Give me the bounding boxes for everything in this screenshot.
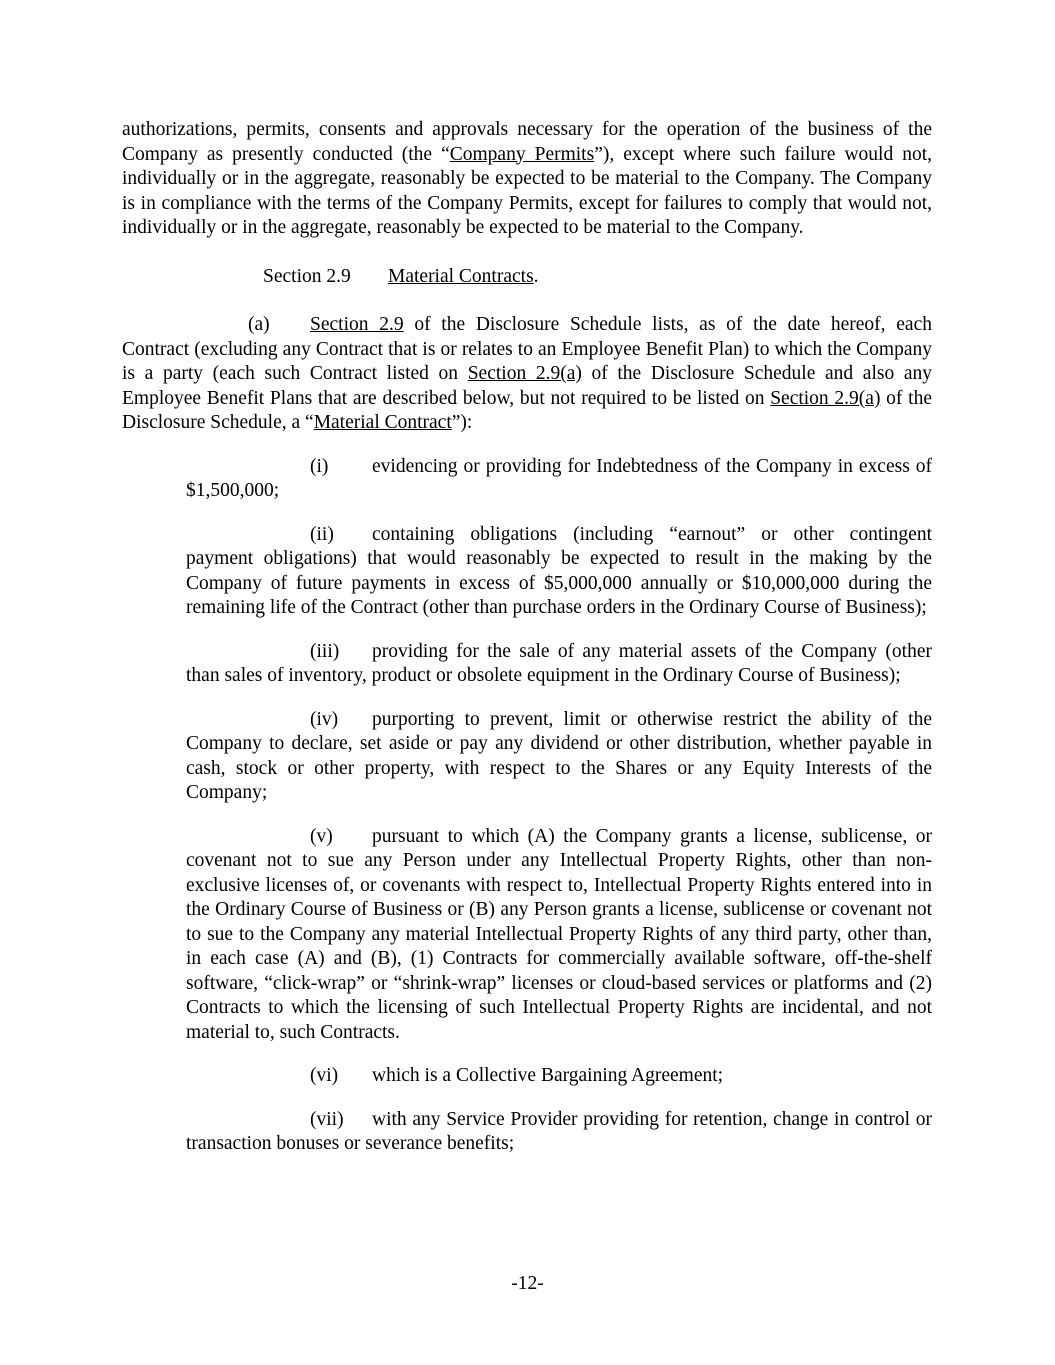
clause-i-text	[186, 456, 932, 502]
clause-a-marker: (a)	[248, 314, 270, 335]
text-run: which is a Collective Bargaining Agreement;	[372, 1065, 724, 1086]
clause-v-text	[186, 826, 932, 1043]
text-run: of the Disclosure Schedule, a “	[122, 387, 932, 433]
text-run: of the Disclosure Schedule and also any Employee Benefit Plans that are described below, but not required to be listed on	[122, 363, 933, 409]
text-run: authorizations, permits, consents and approvals necessary for the operation of the business of the Company as presently conducted (the “	[122, 119, 932, 165]
document-body	[122, 118, 932, 1176]
clause-iv	[122, 708, 932, 806]
section-heading	[122, 265, 932, 290]
clause-a	[122, 313, 932, 436]
text-run: providing for the sale of any material assets of the Company (other than sales of inventory, product or obsolete equipment in the Ordinary Course of Business);	[186, 640, 932, 686]
clause-ii-marker: (ii)	[310, 523, 334, 545]
text-run: purporting to prevent, limit or otherwise restrict the ability of the Company to declare, set aside or pay any dividend or other distribution, whether payable in cash, stock or other property, with respect to the Shares or any Equity Interests of the Company;	[186, 708, 932, 803]
text-run: evidencing or providing for Indebtedness of the Company in excess of $1,500,000;	[186, 455, 932, 501]
clause-i-marker: (i)	[310, 455, 329, 477]
clause-iii	[122, 640, 932, 689]
page-number: -12-	[511, 1273, 544, 1294]
paragraph-intro	[122, 118, 932, 241]
clause-i	[122, 455, 932, 504]
underlined-text-run: Section 2.9	[310, 314, 404, 335]
clause-v	[122, 825, 932, 1046]
clause-vii-marker: (vii)	[310, 1108, 344, 1130]
section-title	[388, 266, 539, 287]
underlined-text-run: Section 2.9(a)	[467, 363, 582, 384]
clause-vii	[122, 1108, 932, 1157]
clause-vi-marker: (vi)	[310, 1065, 339, 1086]
clause-v-marker: (v)	[310, 825, 333, 847]
clause-a-text	[122, 314, 932, 433]
clause-iv-text	[186, 709, 932, 804]
clause-iii-text	[186, 641, 932, 687]
underlined-text-run: Company Permits	[449, 143, 595, 165]
section-number: Section 2.9	[263, 265, 351, 287]
text-run: containing obligations (including “earnout” or other contingent payment obligations) that would reasonably be expected to result in the making by the Company of future payments in excess of $5,000,000 annually or $10,000,000 during the remaining life of the Contract (other than purchase orders in the Ordinary Course of Business);	[186, 523, 932, 618]
clause-ii-text	[186, 524, 932, 619]
underlined-text-run: Section 2.9(a)	[770, 387, 881, 409]
clause-iii-marker: (iii)	[310, 640, 340, 662]
text-run: .	[533, 265, 539, 287]
text-run: ”):	[451, 412, 473, 433]
text-run: pursuant to which (A) the Company grants a license, sublicense, or covenant not to sue any Person under any Intellectual Property Rights, other than non-exclusive licenses of, or covenants with respect to, Intellectual Property Rights entered into in the Ordinary Course of Business or (B) any Person grants a license, sublicense or covenant not to sue to the Company any material Intellectual Property Rights of any third party, other than, in each case (A) and (B), (1) Contracts for commercially available software, off-the-shelf software, “click-wrap” or “shrink-wrap” licenses or cloud-based services or platforms and (2) Contracts to which the licensing of such Intellectual Property Rights are incidental, and not material to, such Contracts.	[186, 825, 932, 1043]
clause-ii	[122, 523, 932, 621]
underlined-text-run: Material Contracts	[388, 265, 534, 287]
clause-vi	[122, 1064, 932, 1089]
clause-iv-marker: (iv)	[310, 708, 339, 730]
text-run: of the Disclosure Schedule lists, as of the date hereof, each Contract (excluding any Contract that is or relates to an Employee Benefit Plan) to which the Company is a party (each such Contract listed on	[122, 314, 932, 384]
text-run: ”), except where such failure would not, individually or in the aggregate, reasonably be expected to be material to the Company. The Company is in compliance with the terms of the Company Permits, except for failures to comply that would not, individually or in the aggregate, reasonably be expected to be material to the Company.	[122, 143, 933, 238]
text-run: with any Service Provider providing for retention, change in control or transaction bonuses or severance benefits;	[186, 1108, 932, 1154]
clause-vii-text	[186, 1109, 932, 1155]
clause-vi-text	[372, 1065, 723, 1086]
underlined-text-run: Material Contract	[313, 412, 452, 433]
